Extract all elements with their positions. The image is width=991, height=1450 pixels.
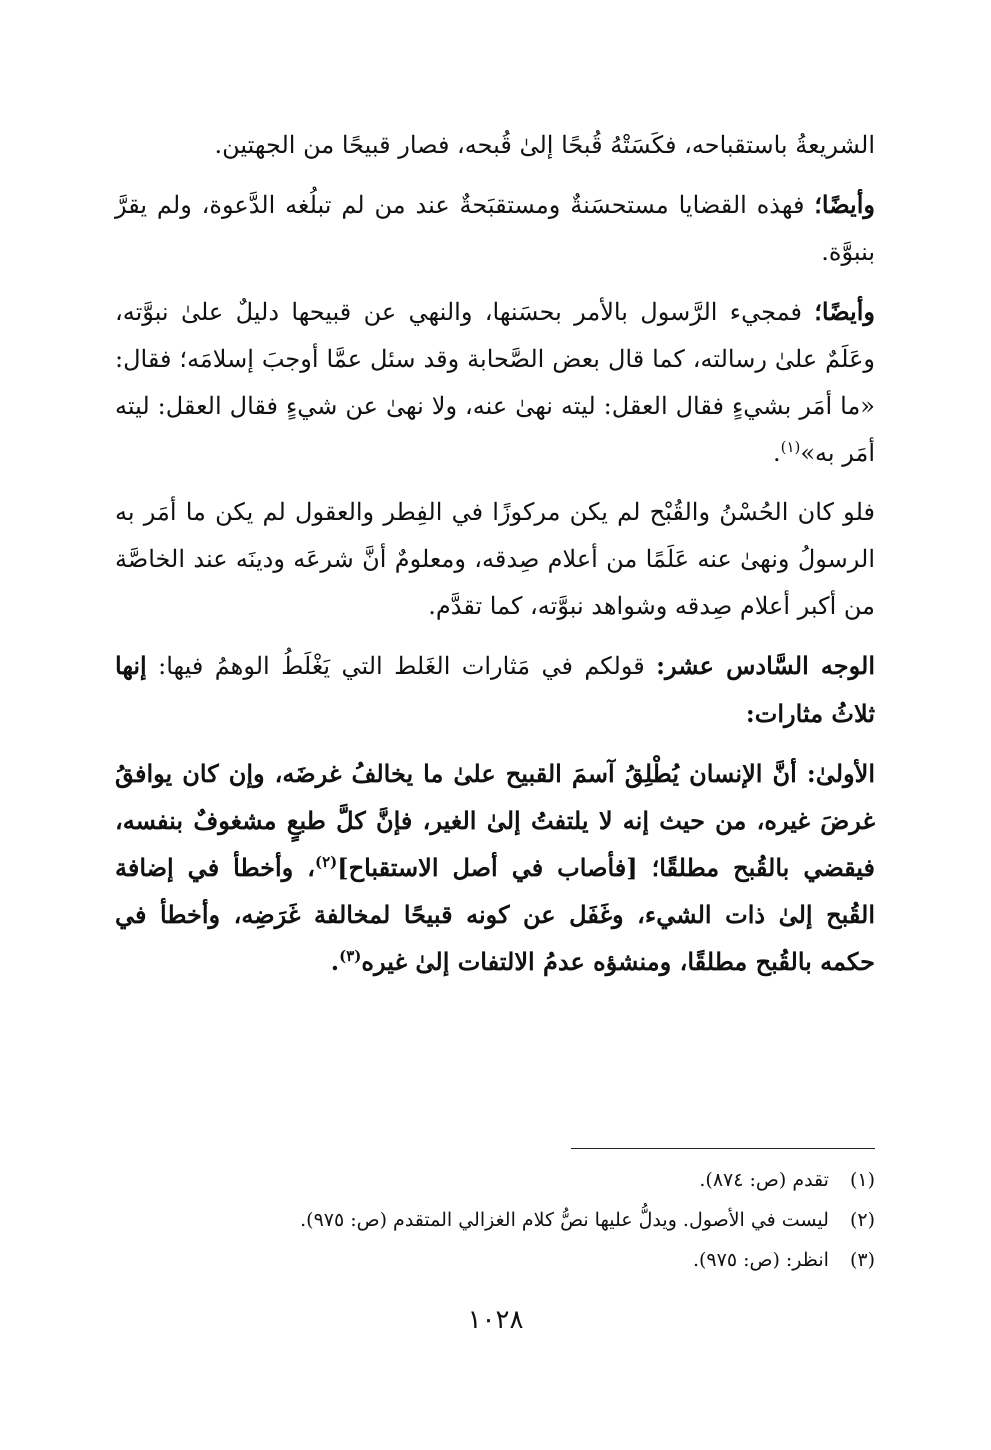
footnote-divider xyxy=(571,1148,875,1149)
footnote-ref-1[interactable]: (١) xyxy=(780,438,801,456)
paragraph-3-lead: وأيضًا؛ xyxy=(814,297,875,326)
paragraph-5 xyxy=(115,642,875,738)
paragraph-5-lead2: إنها ثلاثُ مثارات: xyxy=(115,651,875,728)
footnotes xyxy=(115,1160,875,1280)
footnote-1 xyxy=(115,1160,875,1200)
paragraph-4-text: فلو كان الحُسْنُ والقُبْح لم يكن مركوزًا في الفِطر والعقول لم يكن ما أمَر به الرسولُ ونهىٰ عنه عَلَمًا من أعلام صِدقه، ومعلومٌ أنَّ شرعَه ودينَه عند الخاصَّة من أكبر أعلام صِدقه وشواهد نبوَّته، كما تقدَّم. xyxy=(115,498,875,620)
paragraph-6-text-2: ، وأخطأ في إضافة القُبح إلىٰ ذات الشيء، وغَفَل عن كونه قبيحًا لمخالفة غَرَضِه، وأخطأ في حكمه بالقُبح مطلقًا، ومنشؤه عدمُ الالتفات إلىٰ غيره xyxy=(115,853,875,976)
paragraph-6-text: الأولىٰ: أنَّ الإنسان يُطْلِقُ آسمَ القبيح علىٰ ما يخالفُ غرضَه، وإن كان يوافقُ غرضَ غيره، من حيث إنه لا يلتفتُ إلىٰ الغير، فإنَّ كلَّ طبعٍ مشغوفٌ بنفسه، فيقضي بالقُبح مطلقًا؛ [فأصاب في أصل الاستقباح] xyxy=(115,759,875,882)
paragraph-2-lead: وأيضًا؛ xyxy=(814,190,875,219)
paragraph-3 xyxy=(115,288,875,477)
paragraph-6 xyxy=(115,750,875,985)
paragraph-1 xyxy=(115,122,875,169)
paragraph-2 xyxy=(115,181,875,276)
paragraph-3-tail: . xyxy=(772,439,781,467)
footnote-2-number: (٢) xyxy=(849,1209,875,1231)
footnote-3-text: انظر: (ص: ٩٧٥). xyxy=(692,1249,829,1271)
footnote-3 xyxy=(115,1240,875,1280)
paragraph-3-text: فمجيء الرَّسول بالأمر بحسَنها، والنهي عن قبيحها دليلٌ علىٰ نبوَّته، وعَلَمٌ علىٰ رسالته، كما قال بعض الصَّحابة وقد سئل عمَّا أوجبَ إسلامَه؛ فقال: «ما أمَر بشيءٍ فقال العقل: ليته نهىٰ عنه، ولا نهىٰ عن شيءٍ فقال العقل: ليته أمَر به» xyxy=(115,298,875,467)
footnote-ref-3[interactable]: (٣) xyxy=(339,947,362,965)
page-number: ١٠٢٨ xyxy=(467,1305,524,1335)
paragraph-5-text: قولكم في مَثارات الغَلط التي يَغْلَطُ الوهمُ فيها: xyxy=(146,652,657,680)
main-text xyxy=(115,122,875,997)
paragraph-2-text: فهذه القضايا مستحسَنةٌ ومستقبَحةٌ عند من لم تبلُغه الدَّعوة، ولم يقرَّ بنبوَّة. xyxy=(115,191,875,266)
paragraph-1-text: الشريعةُ باستقباحه، فكَسَتْهُ قُبحًا إلىٰ قُبحه، فصار قبيحًا من الجهتين. xyxy=(214,131,875,159)
footnote-2 xyxy=(115,1200,875,1240)
paragraph-4 xyxy=(115,489,875,630)
footnote-2-text: ليست في الأصول. ويدلُّ عليها نصُّ كلام الغزالي المتقدم (ص: ٩٧٥). xyxy=(300,1209,829,1231)
section-heading: الوجه السَّادس عشر: xyxy=(656,651,875,680)
paragraph-6-tail: . xyxy=(330,947,340,976)
footnote-1-number: (١) xyxy=(849,1169,875,1191)
footnote-ref-2[interactable]: (٢) xyxy=(314,853,338,871)
footnote-1-text: تقدم (ص: ٨٧٤). xyxy=(699,1169,829,1191)
footnote-3-number: (٣) xyxy=(849,1249,875,1271)
